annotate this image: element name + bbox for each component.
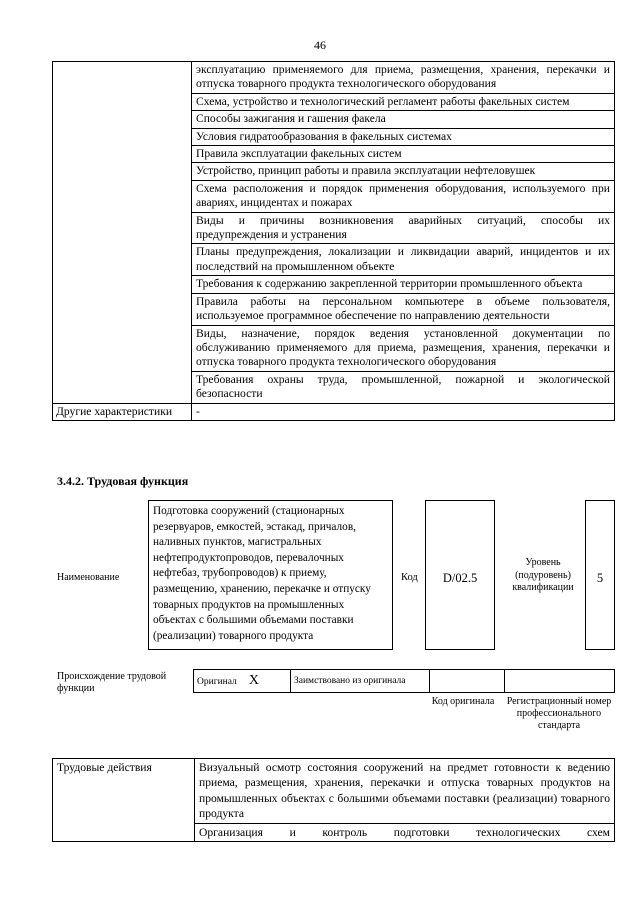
knowledge-item: Требования к содержанию закрепленной территории промышленного объекта xyxy=(192,276,615,293)
knowledge-item: Устройство, принцип работы и правила эксплуатации нефтеловушек xyxy=(192,163,615,180)
knowledge-item: Правила эксплуатации факельных систем xyxy=(192,146,615,163)
table-cell-empty xyxy=(53,62,192,404)
labor-action-item: Организация и контроль подготовки технологических схем xyxy=(195,823,615,841)
code-label: Код xyxy=(401,572,418,583)
knowledge-item: Схема, устройство и технологический регламент работы факельных систем xyxy=(192,93,615,110)
labor-action-item: Визуальный осмотр состояния сооружений на предмет готовности к ведению приема, размещения, хранения, перекачки и отпуска товарных продуктов на промышленных объектах с большими объемами поставки (реализации) товарного продукта xyxy=(195,759,615,824)
page-number: 46 xyxy=(314,38,326,52)
level-label: Уровень (подуровень) квалификации xyxy=(512,557,574,593)
knowledge-item: Правила работы на персональном компьютере в объеме пользователя, используемое программное обеспечение по направлению деятельности xyxy=(192,293,615,325)
table-row xyxy=(194,670,615,693)
other-characteristics-label: Другие характеристики xyxy=(53,403,192,420)
table-row xyxy=(53,403,615,420)
other-characteristics-value: - xyxy=(192,403,615,420)
origin-table xyxy=(193,669,615,693)
code-original-cell xyxy=(430,670,505,693)
table-row xyxy=(53,759,615,824)
original-cell xyxy=(194,670,291,693)
knowledge-item: Требования охраны труда, промышленной, пожарной и экологической безопасности xyxy=(192,371,615,403)
knowledge-table xyxy=(52,61,615,421)
origin-label: Происхождение трудовой функции xyxy=(57,671,167,694)
knowledge-item: Планы предупреждения, локализации и ликвидации аварий, инцидентов и их последствий на промышленном объекте xyxy=(192,244,615,276)
labor-actions-label: Трудовые действия xyxy=(53,759,195,842)
reg-number-label: Регистрационный номер профессионального стандарта xyxy=(506,696,612,731)
knowledge-item: Способы зажигания и гашения факела xyxy=(192,111,615,128)
knowledge-item: Схема расположения и порядок применения оборудования, используемого при авариях, инцидентах и пожарах xyxy=(192,180,615,212)
knowledge-item: Виды, назначение, порядок ведения установленной документации по обслуживанию применяемого для приема, размещения, хранения, перекачки и отпуска товарного продукта технологического оборудования xyxy=(192,325,615,371)
reg-number-cell xyxy=(505,670,615,693)
knowledge-item: Виды и причины возникновения аварийных ситуаций, способы их предупреждения и устранения xyxy=(192,212,615,244)
function-name-box: Подготовка сооружений (стационарных резервуаров, емкостей, эстакад, причалов, наливных пунктов, магистральных нефтепродуктопроводов, перевалочных нефтебаз, трубопроводов) к приему, размещению, хранению, перекачке и отпуску товарных продуктов на промышленных объектах с большими объемами поставки (реализации) товарного продукта xyxy=(148,500,393,650)
level-value: 5 xyxy=(585,500,615,650)
knowledge-item: эксплуатацию применяемого для приема, размещения, хранения, перекачки и отпуска товарного продукта технологического оборудования xyxy=(192,62,615,94)
table-row xyxy=(53,62,615,94)
name-label: Наименование xyxy=(57,572,120,583)
original-label: Оригинал xyxy=(197,676,237,687)
code-original-label: Код оригинала xyxy=(431,696,495,707)
borrowed-label: Заимствовано из оригинала xyxy=(291,670,430,693)
knowledge-item: Условия гидратообразования в факельных системах xyxy=(192,128,615,145)
labor-actions-table xyxy=(52,758,615,842)
code-value: D/02.5 xyxy=(425,500,495,650)
section-title: 3.4.2. Трудовая функция xyxy=(57,474,189,488)
original-mark: X xyxy=(248,672,259,688)
